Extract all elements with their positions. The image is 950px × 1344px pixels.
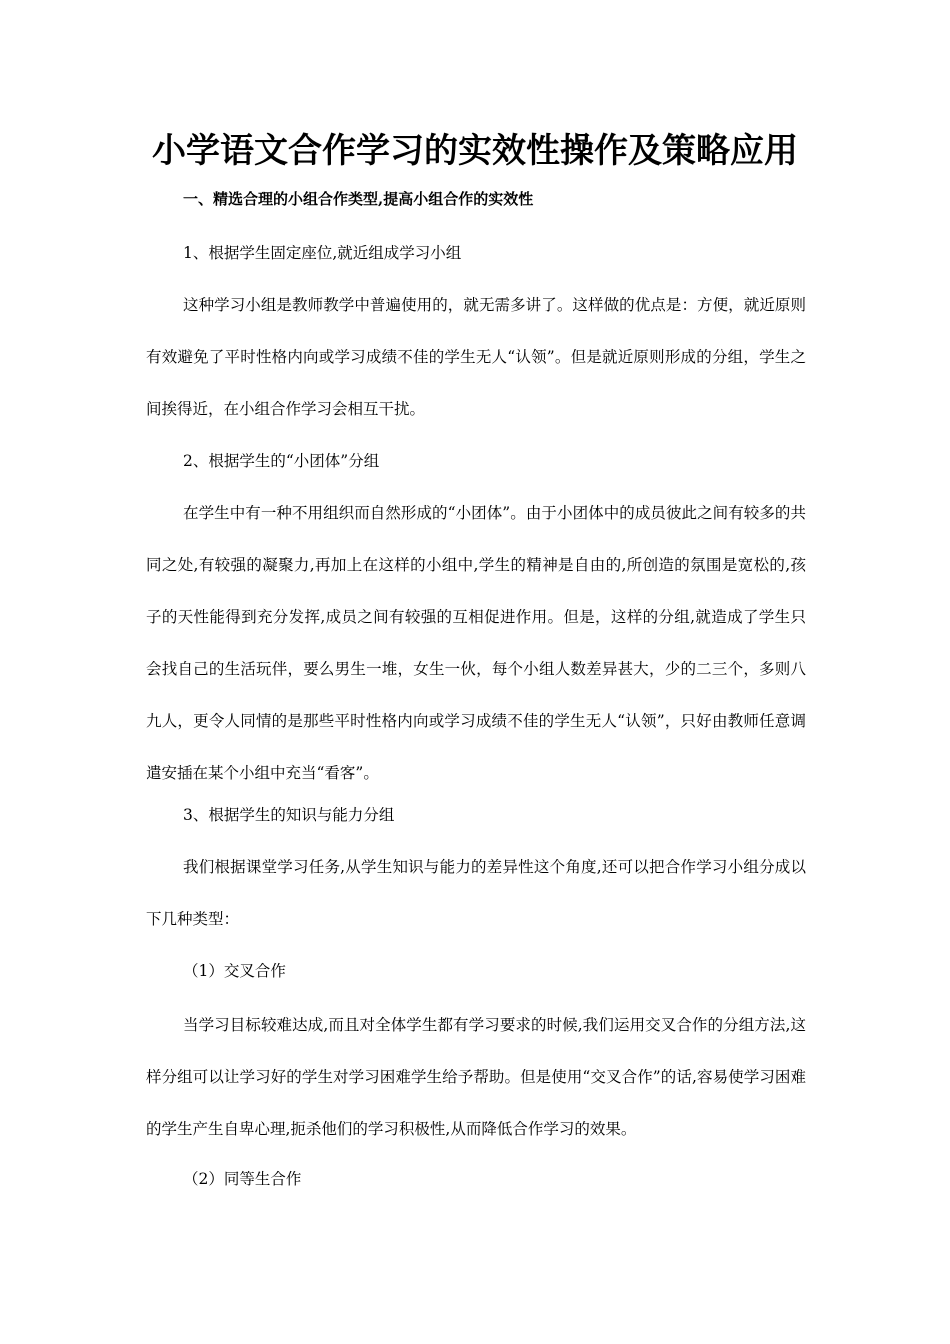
item1-paragraph: 这种学习小组是教师教学中普遍使用的，就无需多讲了。这样做的优点是：方便，就近原则有效避免了平时性格内向或学习成绩不佳的学生无人“认领”。但是就近原则形成的分组，学生之间挨得近，在小组合作学习会相互干扰。 [146,296,806,418]
item2-paragraph: 在学生中有一种不用组织而自然形成的“小团体”。由于小团体中的成员彼此之间有较多的共同之处,有较强的凝聚力,再加上在这样的小组中,学生的精神是自由的,所创造的氛围是宽松的,孩子的天性能得到充分发挥,成员之间有较强的互相促进作用。但是，这样的分组,就造成了学生只会找自己的生活玩伴，要么男生一堆，女生一伙，每个小组人数差异甚大，少的二三个，多则八九人，更令人同情的是那些平时性格内向或学习成绩不佳的学生无人“认领”，只好由教师任意调遣安插在某个小组中充当“看客”。 [146,504,806,782]
item3-paragraph: 我们根据课堂学习任务,从学生知识与能力的差异性这个角度,还可以把合作学习小组分成以下几种类型： [146,858,806,928]
document-title: 小学语文合作学习的实效性操作及策略应用 [152,131,798,171]
sub1-paragraph: 当学习目标较难达成,而且对全体学生都有学习要求的时候,我们运用交叉合作的分组方法,这样分组可以让学习好的学生对学习困难学生给予帮助。但是使用“交叉合作”的话,容易使学习困难的学生产生自卑心理,扼杀他们的学习积极性,从而降低合作学习的效果。 [146,1016,806,1138]
item3-heading: 3、根据学生的知识与能力分组 [183,806,395,824]
sub2-heading: （2）同等生合作 [183,1170,302,1188]
sub1-heading: （1）交叉合作 [183,962,286,980]
item1-heading: 1、根据学生固定座位,就近组成学习小组 [183,244,462,262]
section-heading: 一、精选合理的小组合作类型,提高小组合作的实效性 [183,190,534,208]
item2-heading: 2、根据学生的“小团体”分组 [183,452,380,470]
